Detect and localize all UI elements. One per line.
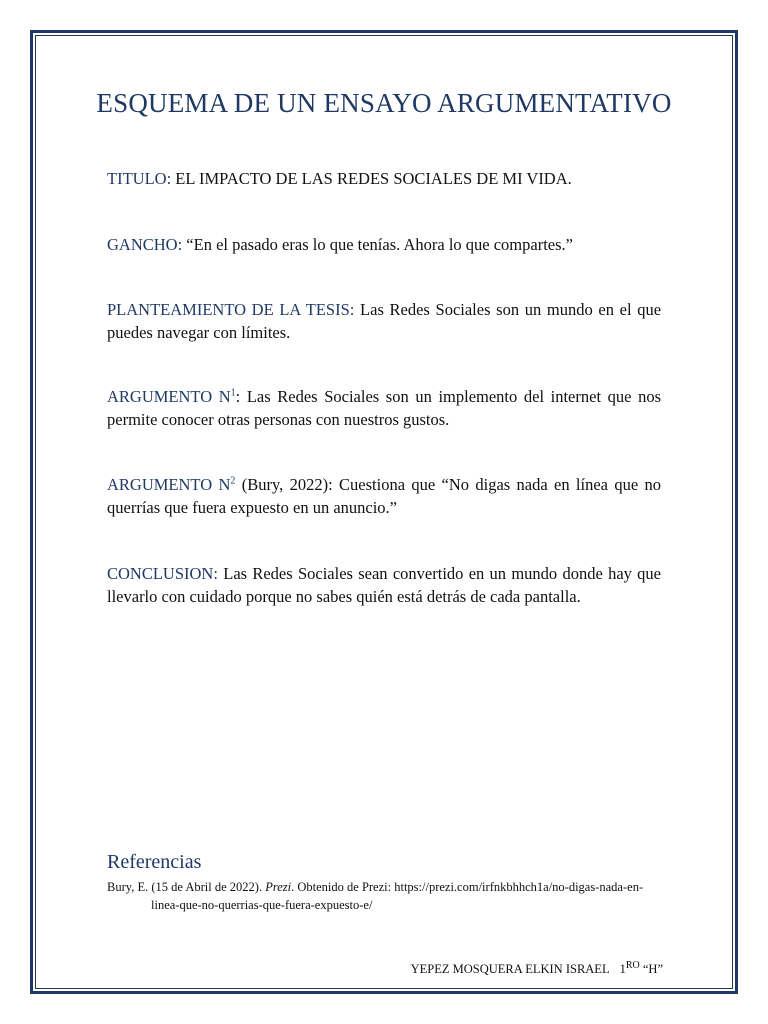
section-text: (Bury, 2022): Cuestiona que “No digas nada en línea que no querrías que fuera expuesto en un anuncio.” [107,475,662,517]
section-gancho [107,233,661,256]
section-argumento-1 [107,385,661,431]
footer-grade-sup: RO [625,959,640,971]
section-conclusion [107,562,661,608]
reference-source: Prezi [265,880,292,894]
footer-grade: 1 [619,962,626,976]
footer-author: YEPEZ MOSQUERA ELKIN ISRAEL [410,962,610,976]
section-tesis [107,298,661,344]
section-text: EL IMPACTO DE LAS REDES SOCIALES DE MI VIDA. [175,169,572,188]
section-text: Las Redes Sociales sean convertido en un mundo donde hay que llevarlo con cuidado porque no sabes quién está detrás de cada pantalla. [107,564,662,606]
footer-author-line [410,959,663,977]
references-heading: Referencias [107,851,202,873]
label-text: ARGUMENTO N [107,387,231,406]
reference-author-date: Bury, E. (15 de Abril de 2022). [107,880,266,894]
section-label: GANCHO: [107,235,183,254]
reference-entry [107,878,663,914]
label-superscript: 1 [230,387,236,399]
label-superscript: 2 [230,475,236,487]
reference-url: . Obtenido de Prezi: https://prezi.com/irfnkbhhch1a/no-digas-nada-en-linea-que-no-querrias-que-fuera-expuesto-e/ [151,880,644,912]
section-label [107,475,235,494]
section-titulo [107,167,661,190]
section-text: “En el pasado eras lo que tenías. Ahora lo que compartes.” [186,235,573,254]
section-text: Las Redes Sociales son un implemento del internet que nos permite conocer otras personas con nuestros gustos. [107,387,661,429]
label-colon: : [235,387,241,406]
section-text: Las Redes Sociales son un mundo en el que puedes navegar con límites. [107,300,662,342]
footer-section: “H” [642,962,663,976]
section-label: TITULO: [107,169,172,188]
section-label: CONCLUSION: [107,564,218,583]
label-text: ARGUMENTO N [107,475,231,494]
section-argumento-2 [107,473,661,519]
document-title: ESQUEMA DE UN ENSAYO ARGUMENTATIVO [96,88,672,118]
section-label: PLANTEAMIENTO DE LA TESIS: [107,300,355,319]
section-label [107,387,236,406]
